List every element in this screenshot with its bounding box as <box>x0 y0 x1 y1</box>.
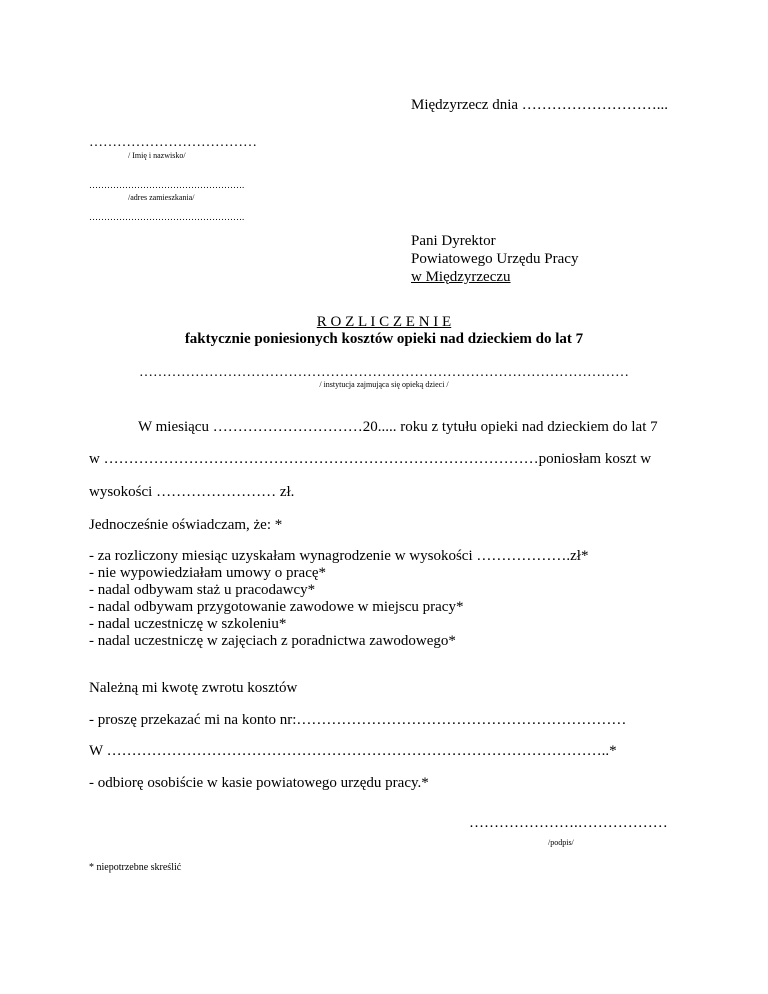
bank-line: W ………………………………………………………………………………………..* <box>89 743 617 759</box>
amount-line: wysokości …………………… zł. <box>89 484 295 500</box>
footnote: * niepotrzebne skreślić <box>89 862 182 873</box>
month-cost-line: W miesiącu …………………………20..... roku z tytułu opieki nad dzieckiem do lat 7 <box>138 419 658 435</box>
address-label: /adres zamieszkania/ <box>128 193 195 202</box>
place-cost-line: w ……………………………………………………………………………poniosłam koszt w <box>89 451 652 467</box>
institution-dots: …………………………………………………………………………………………… <box>139 365 629 380</box>
transfer-line: - proszę przekazać mi na konto nr:………………………………………………………… <box>89 712 627 728</box>
refund-intro: Należną mi kwotę zwrotu kosztów <box>89 680 298 696</box>
address-dots-2: ……………………………………………. <box>89 212 245 222</box>
place-date: Międzyrzecz dnia ………………………... <box>411 97 669 113</box>
declaration-item: - nadal uczestniczę w szkoleniu* <box>89 616 287 632</box>
document-title: R O Z L I C Z E N I E <box>316 314 452 330</box>
signature-dots: ………………….……………… <box>469 815 668 831</box>
recipient-line-1: Pani Dyrektor <box>411 233 496 249</box>
declaration-item: - nadal uczestniczę w zajęciach z poradnictwa zawodowego* <box>89 633 456 649</box>
recipient-line-3: w Międzyrzeczu <box>411 269 511 285</box>
declaration-item: - za rozliczony miesiąc uzyskałam wynagrodzenie w wysokości ……………….zł* <box>89 548 589 564</box>
declaration-item: - nadal odbywam staż u pracodawcy* <box>89 582 316 598</box>
cash-line: - odbiorę osobiście w kasie powiatowego urzędu pracy.* <box>89 775 429 791</box>
declaration-intro: Jednocześnie oświadczam, że: * <box>89 517 283 533</box>
recipient-line-2: Powiatowego Urzędu Pracy <box>411 251 579 267</box>
declaration-item: - nadal odbywam przygotowanie zawodowe w miejscu pracy* <box>89 599 464 615</box>
institution-label: / instytucja zajmująca się opieką dzieci / <box>319 380 449 389</box>
signature-label: /podpis/ <box>548 838 574 847</box>
document-subtitle: faktycznie poniesionych kosztów opieki nad dzieckiem do lat 7 <box>184 331 584 347</box>
declaration-item: - nie wypowiedziałam umowy o pracę* <box>89 565 327 581</box>
name-label: / Imię i nazwisko/ <box>128 151 186 160</box>
address-dots-1: ……………………………………………. <box>89 180 245 190</box>
name-dots: ……………………………… <box>89 135 257 150</box>
